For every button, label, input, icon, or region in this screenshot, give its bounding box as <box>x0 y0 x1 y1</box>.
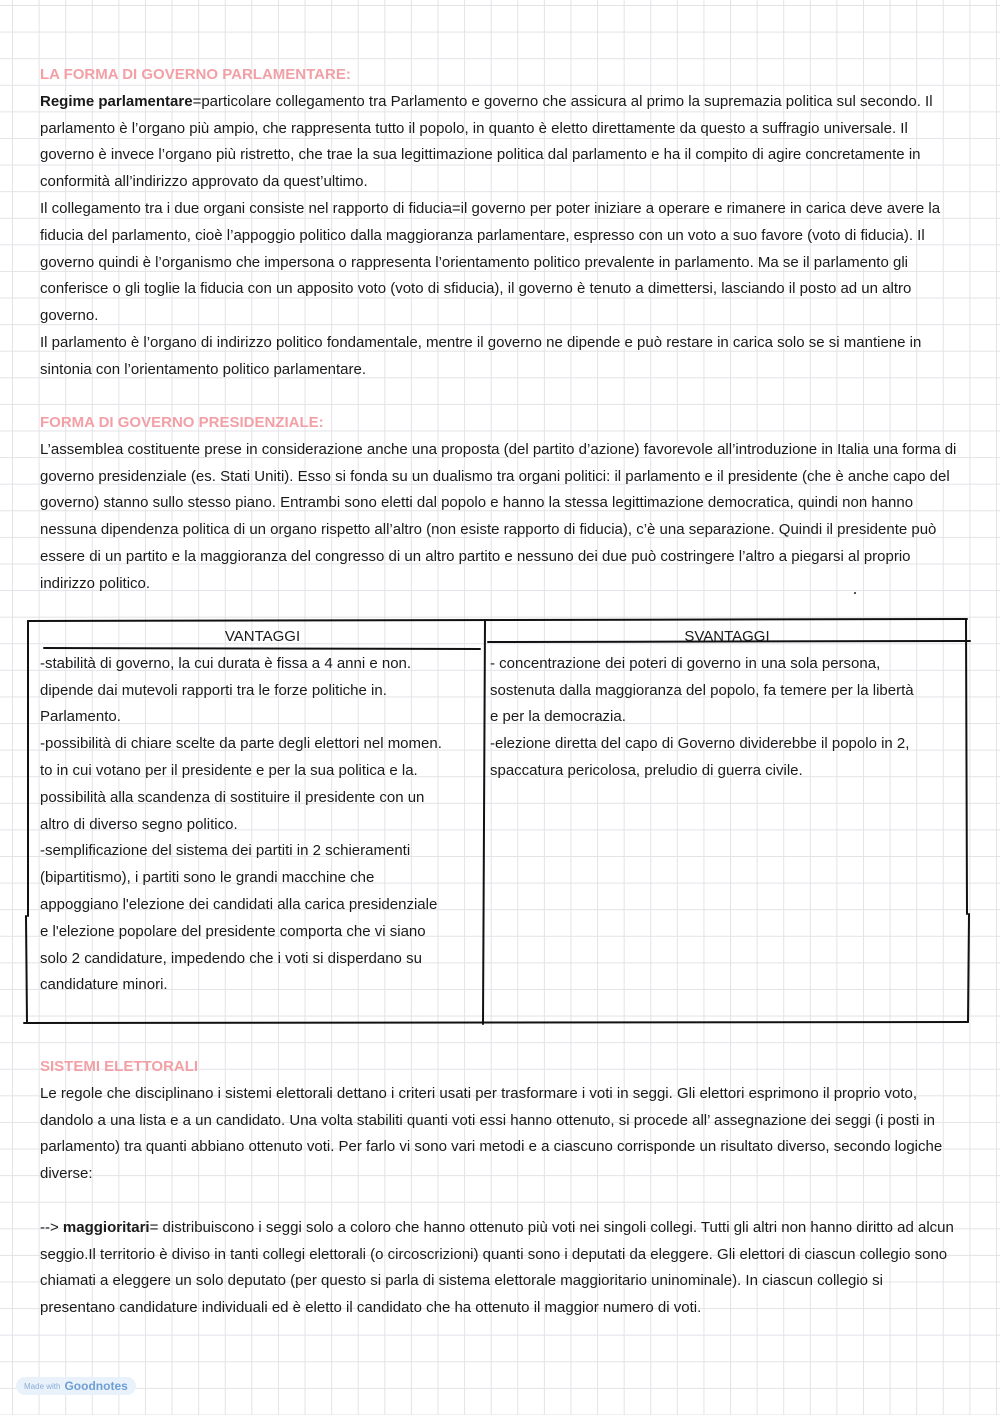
pen-dot <box>854 592 856 594</box>
header-svantaggi: SVANTAGGI <box>684 628 770 645</box>
arrow-prefix: --> <box>40 1218 63 1236</box>
spacer <box>40 1188 960 1215</box>
table-line: -elezione diretta del capo di Governo dividerebbe il popolo in 2, <box>490 735 910 753</box>
paragraph-text: = distribuiscono i seggi solo a coloro che hanno ottenuto più voti nei singoli collegi. Tutti gli altri non hanno diritto ad alcun seggio.Il territorio è diviso in tanti collegi elettorali (o circoscrizioni) quanti sono i deputati da eleggere. Gli elettori di ciascun collegio sono chiamati a eleggere un solo deputato (per questo si parla di sistema elettorale maggioritario uninominale). In ciascun collegio si presentano candidature individuali ed è eletto il candidato che ha ottenuto il maggior numero di voti. <box>40 1218 954 1317</box>
goodnotes-badge <box>16 1377 136 1395</box>
table-line: Parlamento. <box>40 708 121 726</box>
table-line: (bipartitismo), i partiti sono le grandi macchine che <box>40 869 375 887</box>
table-line: solo 2 candidature, impedendo che i voti si disperdano su <box>40 949 422 967</box>
vantaggi-list <box>40 651 485 999</box>
paragraph-maggioritari <box>40 1215 960 1322</box>
table-line: to in cui votano per il presidente e per la sua politica e la. <box>40 761 418 779</box>
term-regime-parlamentare: Regime parlamentare <box>40 92 193 110</box>
paragraph-text: =particolare collegamento tra Parlamento e governo che assicura al primo la supremazia politica sul secondo. Il parlamento è l’organo più ampio, che rappresenta tutto il popolo, in quanto è eletto direttamente da questo a suffragio universale. Il governo è invece l’organo più ristretto, che trae la sua legittimazione politica dal parlamento e ha il compito di agire concretamente in conformità all’indirizzo approvato da quest’ultimo. <box>40 92 933 191</box>
term-maggioritari: maggioritari <box>62 1218 150 1236</box>
heading-parlamentare: LA FORMA DI GOVERNO PARLAMENTARE: <box>40 66 351 83</box>
badge-made-with: Made with <box>24 1381 61 1391</box>
header-vantaggi: VANTAGGI <box>224 628 301 645</box>
table-line: sostenuta dalla maggioranza del popolo, fa temere per la libertà <box>490 681 914 699</box>
paragraph-indirizzo-politico: Il parlamento è l’organo di indirizzo politico fondamentale, mentre il governo ne dipende e può restare in carica solo se si mantiene in sintonia con l’orientamento politico parlamentare. <box>40 333 922 378</box>
paragraph-regime-parlamentare <box>40 89 960 196</box>
table-line: e per la democrazia. <box>490 708 626 726</box>
column-vantaggi <box>40 624 485 999</box>
badge-brand: Goodnotes <box>64 1379 128 1393</box>
paragraph-presidenziale: L’assemblea costituente prese in considerazione anche una proposta (del partito d’azione) favorevole all’introduzione in Italia una forma di governo presidenziale (es. Stati Uniti). Esso si fonda su un dualismo tra organi politici: il parlamento e il presidente (che è anche capo del governo) stanno sullo stesso piano. Entrambi sono eletti dal popolo e hanno la stessa legittimazione democratica, quindi non hanno nessuna dipendenza politica di un organo rispetto all’altro (non esiste rapporto di fiducia), c’è una separazione. Quindi il presidente può essere di un partito e la maggioranza del congresso di un altro partito e nessuno dei due può costringere l’altro a piegarsi al proprio indirizzo politico. <box>40 440 957 592</box>
table-line: e l'elezione popolare del presidente comporta che vi siano <box>40 922 426 940</box>
pros-cons-table <box>24 618 970 1026</box>
table-bottom-border <box>24 1022 968 1023</box>
table-right-border-upper <box>966 619 967 914</box>
table-line: spaccatura pericolosa, preludio di guerra civile. <box>490 761 803 779</box>
table-line: -semplificazione del sistema dei partiti in 2 schieramenti <box>40 842 411 860</box>
table-line: altro di diverso segno politico. <box>40 815 238 833</box>
table-line: candidature minori. <box>40 976 168 994</box>
heading-presidenziale: FORMA DI GOVERNO PRESIDENZIALE: <box>40 414 324 431</box>
table-line: -stabilità di governo, la cui durata è fissa a 4 anni e non. <box>40 654 412 672</box>
table-top-border <box>28 619 967 621</box>
table-line: appoggiano l'elezione dei candidati alla carica presidenziale <box>40 895 438 913</box>
table-line: possibilità alla scandenza di sostituire il presidente con un <box>40 788 425 806</box>
paragraph-sistemi-elettorali: Le regole che disciplinano i sistemi elettorali dettano i criteri usati per trasformare i voti in seggi. Gli elettori esprimono il proprio voto, dandolo a una lista e a un candidato. Una volta stabiliti quanti voti essi hanno ottenuto, si procede all’ assegnazione dei seggi (i posti in parlamento) tra quanti abbiano ottenuto voti. Per farlo vi sono vari metodi e a ciascuno corrisponde un risultato diverso, secondo logiche diverse: <box>40 1084 943 1183</box>
section-presidenziale <box>40 410 960 598</box>
section-elettorali <box>40 1054 960 1322</box>
table-left-border-lower <box>26 916 27 1023</box>
table-line: dipende dai mutevoli rapporti tra le forze politiche in. <box>40 681 387 699</box>
heading-elettorali: SISTEMI ELETTORALI <box>40 1058 199 1075</box>
table-line: -possibilità di chiare scelte da parte degli elettori nel momen. <box>40 735 442 753</box>
paragraph-rapporto-fiducia: Il collegamento tra i due organi consiste nel rapporto di fiducia=il governo per poter iniziare a operare e rimanere in carica deve avere la fiducia del parlamento, cioè l’appoggio politico dalla maggioranza parlamentare, espresso con un voto a suo favore (voto di fiducia). Il governo quindi è l’organismo che impersona o rappresenta l’orientamento politico prevalente in parlamento. Ma se il parlamento gli conferisce o gli toglie la fiducia con un apposito voto (voto di sfiducia), il governo è tenuto a dimettersi, lasciando il posto ad un altro governo. <box>40 199 941 325</box>
svantaggi-list <box>490 651 964 785</box>
table-line: - concentrazione dei poteri di governo in una sola persona, <box>490 654 881 672</box>
column-svantaggi <box>490 624 964 785</box>
table-right-border-lower <box>968 914 969 1022</box>
section-parlamentare <box>40 62 960 384</box>
